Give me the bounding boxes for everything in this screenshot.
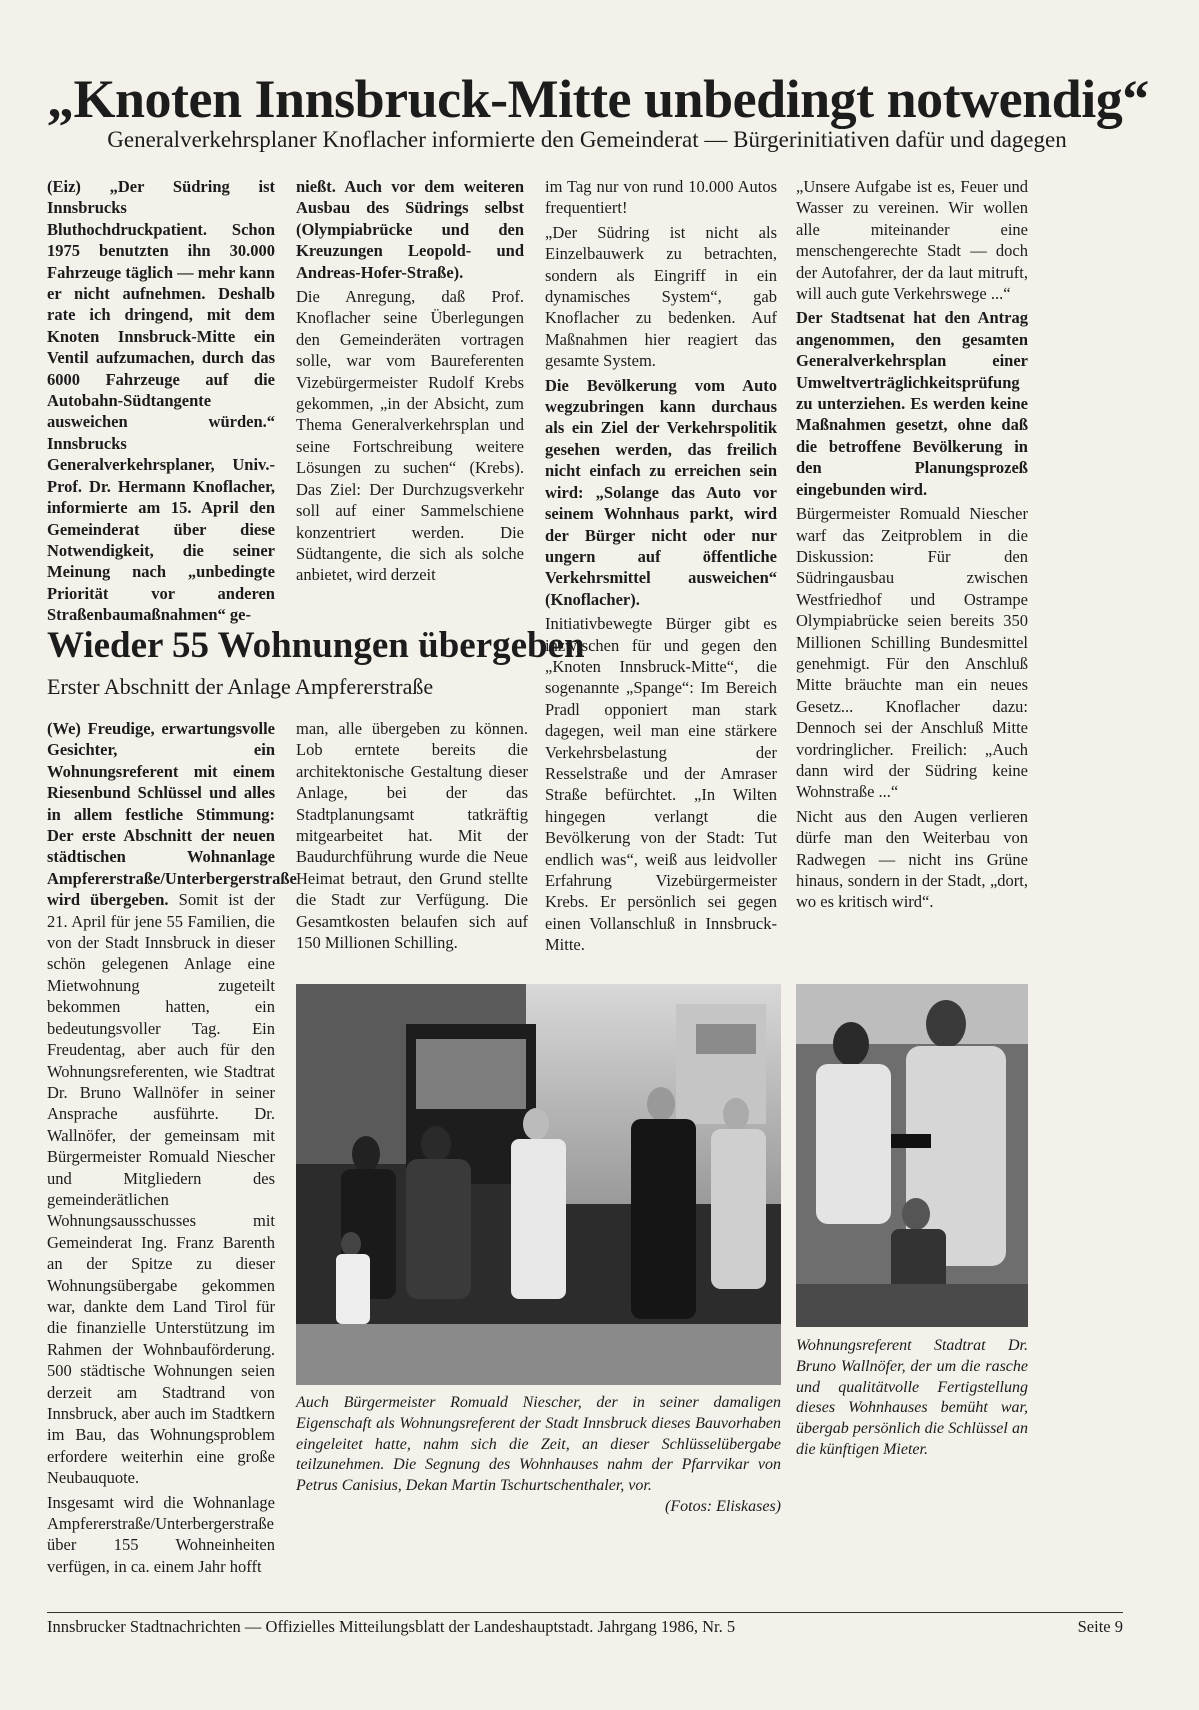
article2-col1-lead: (We) Freudige, erwartungsvolle Gesichter, ein Wohnungsreferent mit einem Riesenbund Schlüssel und alles in allem festliche Stimmung: Der erste Abschnitt der neuen städtischen Wohnanlage Ampfererstraße/Unterbergerstraße wird übergeben. [47,719,297,910]
headline: „Knoten Innsbruck-Mitte unbedingt notwendig“ [47,69,1149,129]
article1-col3-p4: Initiativbewegte Bürger gibt es inzwischen für und gegen den „Knoten Innsbruck-Mitte“, die sogenannte „Spange“: Im Bereich Pradl opponiert man stark dagegen, weil man eine stärkere Verkehrsbelastung der Resselstraße und der Amraser Straße befürchtet. „In Wilten hingegen verlangt die Bevölkerung von der Stadt: Tut endlich was“, weiß aus leidvoller Erfahrung Vizebürgermeister Krebs. Er persönlich sei gegen einen Vollanschluß in Innsbruck-Mitte. [545,614,777,955]
article2-col1-body: Somit ist der 21. April für jene 55 Familien, die von der Stadt Innsbruck in dieser schön gelegenen Anlage eine Mietwohnung zugeteilt bekommen hatten, ein bedeutungsvoller Tag. Ein Freudentag, aber auch für den Wohnungsreferenten, wie Stadtrat Dr. Bruno Wallnöfer in seiner Ansprache ausführte. Dr. Wallnöfer, der gemeinsam mit Bürgermeister Romuald Niescher und Mitgliedern des gemeinderätlichen Wohnungsausschusses mit Gemeinderat Ing. Franz Barenth an der Spitze zu dieser Wohnungsübergabe gekommen war, dankte dem Land Tirol für die finanzielle Unterstützung im Rahmen der Wohnbauförderung. 500 städtische Wohnungen seien derzeit am Stadtrand von Innsbruck, aber auch im Stadtkern im Bau, das Wohnungsproblem erfordere weiterhin eine große Neubauquote. [47,890,276,1488]
article2-title: Wieder 55 Wohnungen übergeben [47,625,585,666]
article1-col2-bold: nießt. Auch vor dem weiteren Ausbau des Südrings selbst (Olympiabrücke und den Kreuzungen Leopold- und Andreas-Hofer-Straße). [296,177,524,282]
article1-col3-p2: „Der Südring ist nicht als Einzelbauwerk zu betrachten, sondern als Eingriff in ein dynamisches System“, gab Knoflacher zu bedenken. Auf Maßnahmen hier reagiert das gesamte System. [545,222,777,371]
article1-column-4 [796,176,1028,913]
key-handover-photo-caption: Wohnungsreferent Stadtrat Dr. Bruno Wallnöfer, der um die rasche und qualitätvolle Fertigstellung dieses Wohnhauses bemüht war, übergab persönlich die Schlüssel an die künftigen Mieter. [796,1337,1028,1458]
article1-col4-p1: „Unsere Aufgabe ist es, Feuer und Wasser zu vereinen. Wir wollen alle miteinander eine menschengerechte Stadt — doch der Autofahrer, der da laut mitruft, will auch gute Verkehrswege ...“ [796,177,1028,304]
page-footer [47,1617,1123,1637]
article2-col1-p2: Insgesamt wird die Wohnanlage Ampfererstraße/Unterbergerstraße über 155 Wohneinheiten verfügen, in ca. einem Jahr hofft [47,1492,275,1576]
page-number: Seite 9 [1077,1617,1123,1636]
article1-column-3 [545,176,777,956]
article2-subtitle: Erster Abschnitt der Anlage Ampfererstraße [47,674,434,699]
article1-col3-p1: im Tag nur von rund 10.000 Autos frequentiert! [545,177,777,218]
ceremony-photo-image [296,984,781,1385]
article1-col1-text: (Eiz) „Der Südring ist Innsbrucks Bluthochdruckpatient. Schon 1975 benutzten ihn 30.000 Fahrzeuge täglich — mehr kann er nicht aufnehmen. Deshalb rate ich dringend, mit dem Knoten Innsbruck-Mitte ein Ventil aufzumachen, durch das 6000 Fahrzeuge auf die Autobahn-Südtangente ausweichen würden.“ Innsbrucks Generalverkehrsplaner, Univ.-Prof. Dr. Hermann Knoflacher, informierte am 15. April den Gemeinderat über diese Notwendigkeit, die seiner Meinung nach „unbedingte Priorität vor anderen Straßenbaumaßnahmen“ ge- [47,177,275,625]
article2-col1-p1 [47,718,297,1489]
article1-col4-p3: Bürgermeister Romuald Niescher warf das Zeitproblem in die Diskussion: Für den Südringausbau zwischen Westfriedhof und Ostrampe Olympiabrücke seien bereits 350 Millionen Schilling Bundesmittel genehmigt. Für den Anschluß Mitte bräuchte man ein neues Gesetz... Knoflacher dazu: Dennoch sei der Anschluß Mitte vordringlicher. Freilich: „Auch dann wird der Südring keine Wohnstraße ...“ [796,504,1028,802]
article1-column-1 [47,176,275,626]
article1-col4-p4: Nicht aus den Augen verlieren dürfe man den Weiterbau von Radwegen — nicht ins Grüne hinaus, sondern in der Stadt, „dort, wo es kritisch wird“. [796,806,1028,912]
ceremony-caption-text: Auch Bürgermeister Romuald Niescher, der in seiner damaligen Eigenschaft als Wohnungsreferent der Stadt Innsbruck dieses Bauvorhaben eingeleitet hatte, nahm sich die Zeit, an dieser Schlüsselübergabe teilzunehmen. Die Segnung des Wohnhauses nahm der Pfarrvikar von Petrus Canisius, Dekan Martin Tschurtschenthaler, vor. [296,1394,781,1495]
photo-credit: (Fotos: Eliskases) [665,1497,781,1515]
article2-column-2 [296,718,528,953]
article1-col2-text: Die Anregung, daß Prof. Knoflacher seine Überlegungen den Gemeinderäten vortragen solle, war vom Baureferenten Vizebürgermeister Rudolf Krebs gekommen, „in der Absicht, zum Thema Generalverkehrsplan und seine Fortschreibung weitere Lösungen zu suchen“ (Krebs). Das Ziel: Der Durchzugsverkehr soll auf einer Sammelschiene konzentriert werden. Die Südtangente, die sich als solche anbietet, wird derzeit [296,287,524,585]
article2-column-1 [47,718,297,1577]
ceremony-photo-caption [296,1393,781,1518]
ceremony-photo [296,984,781,1385]
article1-col3-p3: Die Bevölkerung vom Auto wegzubringen kann durchaus als ein Ziel der Verkehrspolitik gesehen werden, das freilich nicht einfach zu erreichen sein wird: „Solange das Auto vor seinem Wohnhaus parkt, wird der Bürger nicht oder nur ungern auf öffentliche Verkehrsmittel ausweichen“ (Knoflacher). [545,375,777,609]
footer-divider [47,1612,1123,1613]
article1-col4-p2: Der Stadtsenat hat den Antrag angenommen, den gesamten Generalverkehrsplan einer Umweltverträglichkeitsprüfung zu unterziehen. Es werden keine Maßnahmen gesetzt, ohne daß die betroffene Bevölkerung in den Planungsprozeß eingebunden wird. [796,308,1028,499]
key-handover-photo-image [796,984,1028,1327]
footer-publication: Innsbrucker Stadtnachrichten — Offizielles Mitteilungsblatt der Landeshauptstadt. Jahrgang 1986, Nr. 5 [47,1617,736,1636]
article2-col2-text: man, alle übergeben zu können. Lob erntete bereits die architektonische Gestaltung dieser Anlage, bei der das Stadtplanungsamt tatkräftig mitgearbeitet hat. Mit der Baudurchführung wurde die Neue Heimat betraut, den Grund stellte die Stadt zur Verfügung. Die Gesamtkosten belaufen sich auf 150 Millionen Schilling. [296,719,528,953]
article1-column-2 [296,176,524,586]
key-handover-photo [796,984,1028,1327]
subheadline: Generalverkehrsplaner Knoflacher informierte den Gemeinderat — Bürgerinitiativen dafür und dagegen [107,127,1067,152]
